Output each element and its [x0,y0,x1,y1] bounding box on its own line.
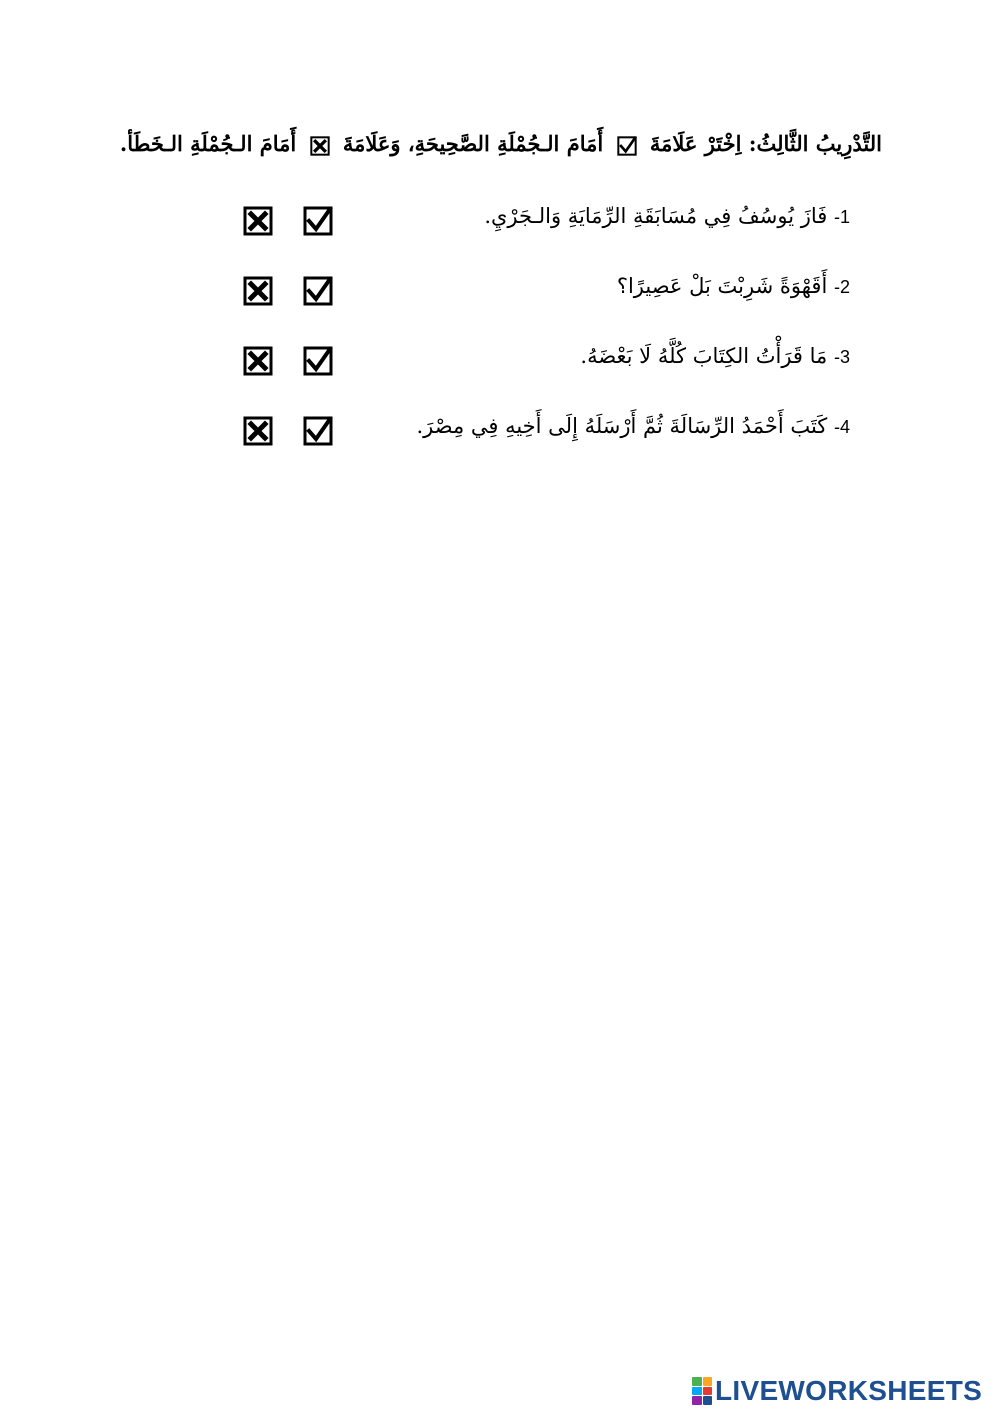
question-text: أَقَهْوَةً شَرِبْتَ بَلْ عَصِيرًا؟ [616,274,828,298]
checkbox-check-icon [303,346,333,376]
correct-option-checkbox[interactable] [303,206,333,236]
checkbox-check-icon [303,416,333,446]
question-row [0,406,1000,476]
checkbox-cross-icon [243,346,273,376]
question-row [0,266,1000,336]
checkbox-check-icon [303,276,333,306]
question-row [0,336,1000,406]
logo-block [692,1377,702,1386]
liveworksheets-brand [692,1376,982,1406]
logo-block [703,1387,713,1396]
question-sentence [390,414,850,438]
correct-option-checkbox[interactable] [303,276,333,306]
question-text: كَتَبَ أَحْمَدُ الرِّسَالَةَ ثُمَّ أَرْسَلَهُ إِلَى أَخِيهِ فِي مِصْرَ. [416,414,828,438]
correct-option-checkbox[interactable] [303,346,333,376]
checkbox-cross-icon [310,136,330,156]
wrong-option-checkbox[interactable] [243,416,273,446]
question-row [0,196,1000,266]
instruction-part-3: أَمَامَ الـجُمْلَةِ الـخَطَأ. [119,131,297,156]
question-number: 4- [833,417,850,437]
brand-name: LIVEWORKSHEETS [715,1375,983,1406]
question-list [0,196,1000,476]
checkbox-check-icon [303,206,333,236]
checkbox-cross-icon [243,206,273,236]
question-text: مَا قَرَأْتُ الكِتَابَ كُلَّهُ لَا بَعْضَهُ. [580,344,828,368]
checkbox-cross-icon [243,276,273,306]
wrong-option-checkbox[interactable] [243,276,273,306]
liveworksheets-logo-icon [692,1377,712,1405]
wrong-option-checkbox[interactable] [243,206,273,236]
question-text: فَازَ يُوسُفُ فِي مُسَابَقَةِ الرِّمَايَةِ وَالـجَرْيِ. [484,204,828,228]
instruction-part-2: أَمَامَ الـجُمْلَةِ الصَّحِيحَةِ، وَعَلَامَةَ [342,131,604,156]
logo-block [692,1396,702,1405]
question-number: 1- [833,207,850,227]
question-sentence [390,204,850,228]
wrong-option-checkbox[interactable] [243,346,273,376]
question-number: 3- [833,347,850,367]
correct-option-checkbox[interactable] [303,416,333,446]
logo-block [703,1377,713,1386]
checkbox-cross-icon [243,416,273,446]
exercise-instructions [119,118,882,170]
checkbox-check-icon [617,136,637,156]
question-number: 2- [833,277,850,297]
logo-block [692,1387,702,1396]
instruction-part-1: التَّدْرِيبُ الثَّالِثُ: اِخْتَرْ عَلَامَةَ [649,131,882,156]
question-sentence [390,344,850,368]
question-sentence [390,274,850,298]
logo-block [703,1396,713,1405]
